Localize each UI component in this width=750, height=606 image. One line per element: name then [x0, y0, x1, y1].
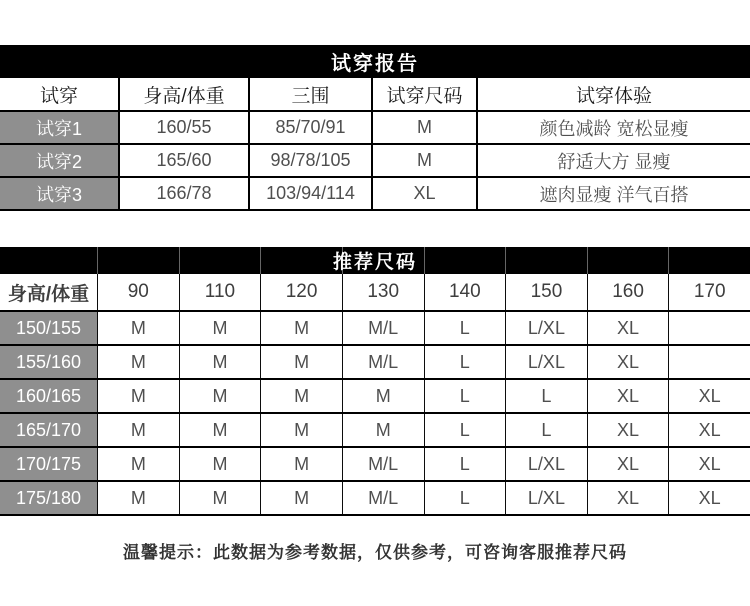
table-cell: L	[424, 414, 506, 446]
table-cell: M	[260, 448, 342, 480]
table-cell: XL	[371, 178, 476, 209]
table-cell: M	[97, 380, 179, 412]
table-cell: L	[424, 448, 506, 480]
recommended-size-table	[0, 247, 750, 516]
fitting-report-table	[0, 45, 750, 211]
table-cell: XL	[587, 482, 669, 514]
t2-header-weight-130: 130	[342, 274, 424, 310]
table-cell: L	[424, 312, 506, 344]
table-cell	[668, 312, 750, 344]
table-cell: 遮肉显瘦 洋气百搭	[476, 178, 750, 209]
table-cell: M/L	[342, 482, 424, 514]
table-cell: XL	[668, 414, 750, 446]
table-cell: M	[260, 482, 342, 514]
table-cell: M	[260, 346, 342, 378]
table-cell: 166/78	[118, 178, 248, 209]
row-label: 150/155	[0, 312, 97, 344]
table-cell: M/L	[342, 312, 424, 344]
t1-header-experience: 试穿体验	[476, 78, 750, 110]
table-cell: L/XL	[505, 448, 587, 480]
table-cell: XL	[668, 380, 750, 412]
fitting-report-title: 试穿报告	[331, 53, 419, 75]
table-cell: M	[179, 482, 261, 514]
table-row	[0, 448, 750, 482]
table-row	[0, 112, 750, 145]
table-cell: XL	[587, 380, 669, 412]
reference-note: 温馨提示：此数据为参考数据，仅供参考，可咨询客服推荐尺码	[123, 543, 627, 562]
table-row	[0, 482, 750, 516]
table-cell: 160/55	[118, 112, 248, 143]
table-cell: L	[424, 482, 506, 514]
table-cell: 颜色减龄 宽松显瘦	[476, 112, 750, 143]
table-cell: 舒适大方 显瘦	[476, 145, 750, 176]
table-cell: 103/94/114	[248, 178, 371, 209]
fitting-report-title-bar	[0, 45, 750, 78]
table-row	[0, 178, 750, 211]
t2-header-weight-110: 110	[179, 274, 261, 310]
table-cell: 85/70/91	[248, 112, 371, 143]
table-cell: M	[179, 346, 261, 378]
table-cell: M	[97, 346, 179, 378]
table-cell: XL	[587, 312, 669, 344]
table-row	[0, 145, 750, 178]
row-label: 175/180	[0, 482, 97, 514]
table-cell: L	[424, 346, 506, 378]
t1-header-size: 试穿尺码	[371, 78, 476, 110]
table-cell: 98/78/105	[248, 145, 371, 176]
t2-header-weight-90: 90	[97, 274, 179, 310]
t2-header-weight-170: 170	[668, 274, 750, 310]
row-label: 170/175	[0, 448, 97, 480]
table-cell: L	[505, 380, 587, 412]
table-cell: XL	[587, 346, 669, 378]
table-cell: XL	[587, 448, 669, 480]
table-cell: M	[342, 414, 424, 446]
table-cell: M	[342, 380, 424, 412]
table-cell: M	[97, 414, 179, 446]
row-label: 165/170	[0, 414, 97, 446]
row-label: 试穿3	[0, 178, 118, 209]
t2-header-weight-140: 140	[424, 274, 506, 310]
t2-header-weight-150: 150	[505, 274, 587, 310]
table-cell: M	[179, 380, 261, 412]
table-cell: M	[371, 112, 476, 143]
table-cell: M/L	[342, 448, 424, 480]
table-cell: XL	[668, 448, 750, 480]
table-cell: M	[179, 448, 261, 480]
t1-header-height-weight: 身高/体重	[118, 78, 248, 110]
table-cell: M	[260, 312, 342, 344]
t2-header-weight-160: 160	[587, 274, 669, 310]
table-cell	[668, 346, 750, 378]
table-cell: L/XL	[505, 312, 587, 344]
t2-header-height-weight: 身高/体重	[7, 283, 90, 305]
fitting-report-header-row	[0, 78, 750, 112]
row-label: 160/165	[0, 380, 97, 412]
recommended-size-title-bar	[0, 247, 750, 274]
table-cell: M	[97, 312, 179, 344]
table-cell: M	[97, 482, 179, 514]
table-cell: L	[424, 380, 506, 412]
table-cell: M	[97, 448, 179, 480]
table-row	[0, 414, 750, 448]
table-cell: M	[179, 312, 261, 344]
t1-header-tryon: 试穿	[39, 85, 78, 107]
recommended-size-title: 推荐尺码	[332, 252, 417, 273]
row-label: 试穿1	[0, 112, 118, 143]
table-cell: M/L	[342, 346, 424, 378]
table-cell: L/XL	[505, 482, 587, 514]
table-row	[0, 380, 750, 414]
t1-header-measurements: 三围	[248, 78, 371, 110]
row-label: 试穿2	[0, 145, 118, 176]
recommended-size-header-row	[0, 274, 750, 312]
table-cell: XL	[668, 482, 750, 514]
table-cell: 165/60	[118, 145, 248, 176]
table-cell: L/XL	[505, 346, 587, 378]
table-row	[0, 346, 750, 380]
table-cell: XL	[587, 414, 669, 446]
table-cell: M	[179, 414, 261, 446]
row-label: 155/160	[0, 346, 97, 378]
table-cell: M	[260, 414, 342, 446]
t2-header-weight-120: 120	[260, 274, 342, 310]
table-cell: M	[371, 145, 476, 176]
table-cell: M	[260, 380, 342, 412]
table-row	[0, 312, 750, 346]
table-cell: L	[505, 414, 587, 446]
